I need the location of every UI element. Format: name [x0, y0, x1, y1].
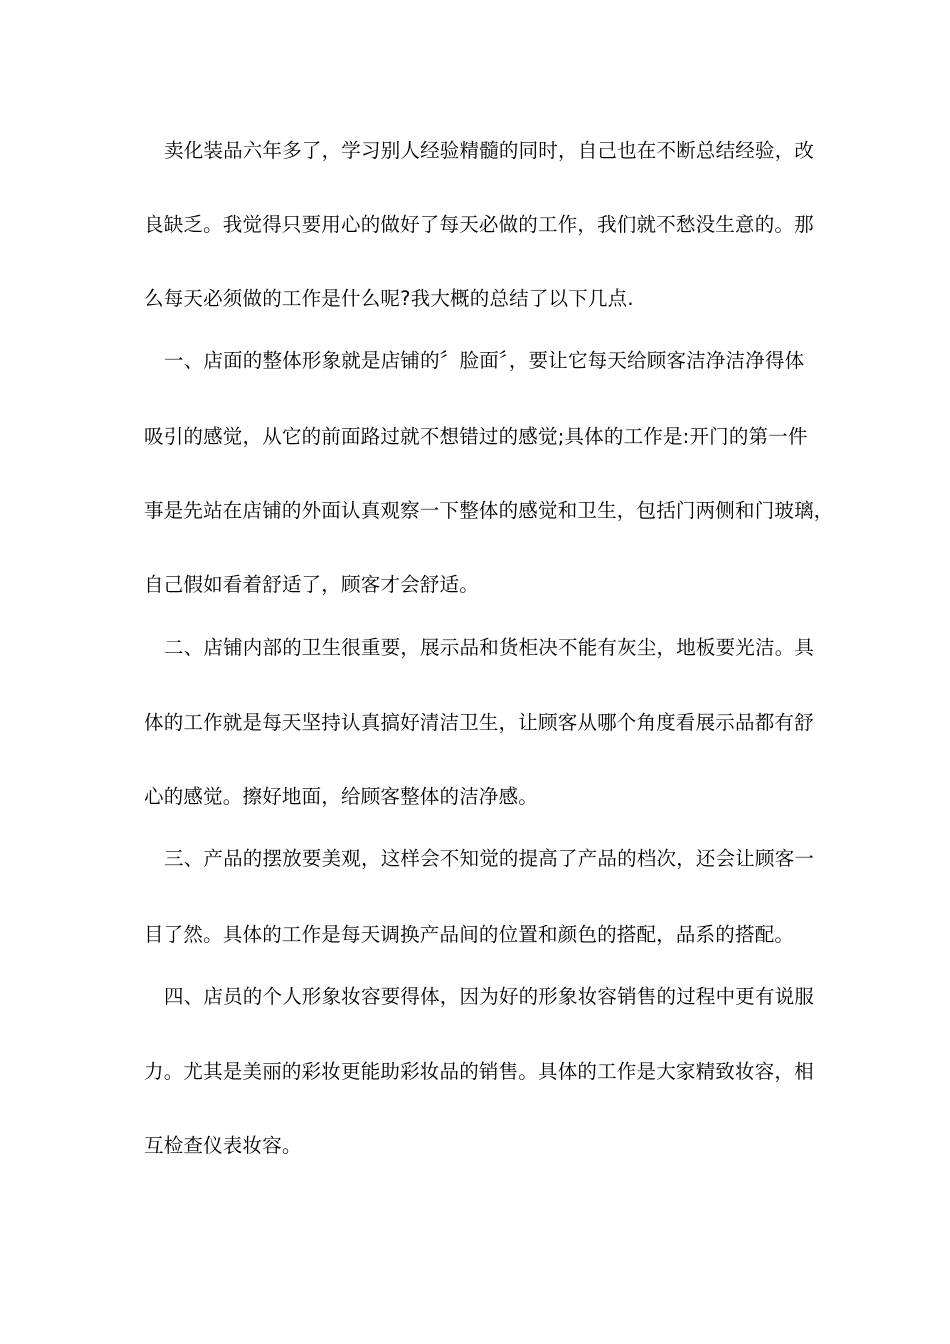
intro-line-3: 么每天必须做的工作是什么呢?我大概的总结了以下几点. [144, 287, 634, 310]
point-1-line-2: 吸引的感觉，从它的前面路过就不想错过的感觉;具体的工作是:开门的第一件 [144, 425, 808, 448]
point-3-line-1: 三、产品的摆放要美观，这样会不知觉的提高了产品的档次，还会让顾客一 [164, 847, 815, 870]
intro-line-1: 卖化装品六年多了，学习别人经验精髓的同时，自己也在不断总结经验，改 [164, 139, 815, 162]
point-1-line-3: 事是先站在店铺的外面认真观察一下整体的感觉和卫生，包括门两侧和门玻璃， [144, 499, 834, 522]
point-1-line-4: 自己假如看着舒适了，顾客才会舒适。 [144, 573, 479, 596]
point-1-line-1: 一、店面的整体形象就是店铺的〞脸面〞，要让它每天给顾客洁净洁净得体 [164, 349, 805, 372]
point-3-line-2: 目了然。具体的工作是每天调换产品间的位置和颜色的搭配，品系的搭配。 [144, 923, 795, 946]
point-2-line-2: 体的工作就是每天坚持认真搞好清洁卫生，让顾客从哪个角度看展示品都有舒 [144, 711, 814, 734]
point-4-line-3: 互检查仪表妆容。 [144, 1134, 302, 1157]
intro-line-2: 良缺乏。我觉得只要用心的做好了每天必做的工作，我们就不愁没生意的。那 [144, 213, 814, 236]
point-2-line-1: 二、店铺内部的卫生很重要，展示品和货柜决不能有灰尘，地板要光洁。具 [164, 636, 815, 659]
point-4-line-2: 力。尤其是美丽的彩妆更能助彩妆品的销售。具体的工作是大家精致妆容，相 [144, 1060, 814, 1083]
point-2-line-3: 心的感觉。擦好地面，给顾客整体的洁净感。 [144, 785, 539, 808]
point-4-line-1: 四、店员的个人形象妆容要得体，因为好的形象妆容销售的过程中更有说服 [164, 985, 815, 1008]
